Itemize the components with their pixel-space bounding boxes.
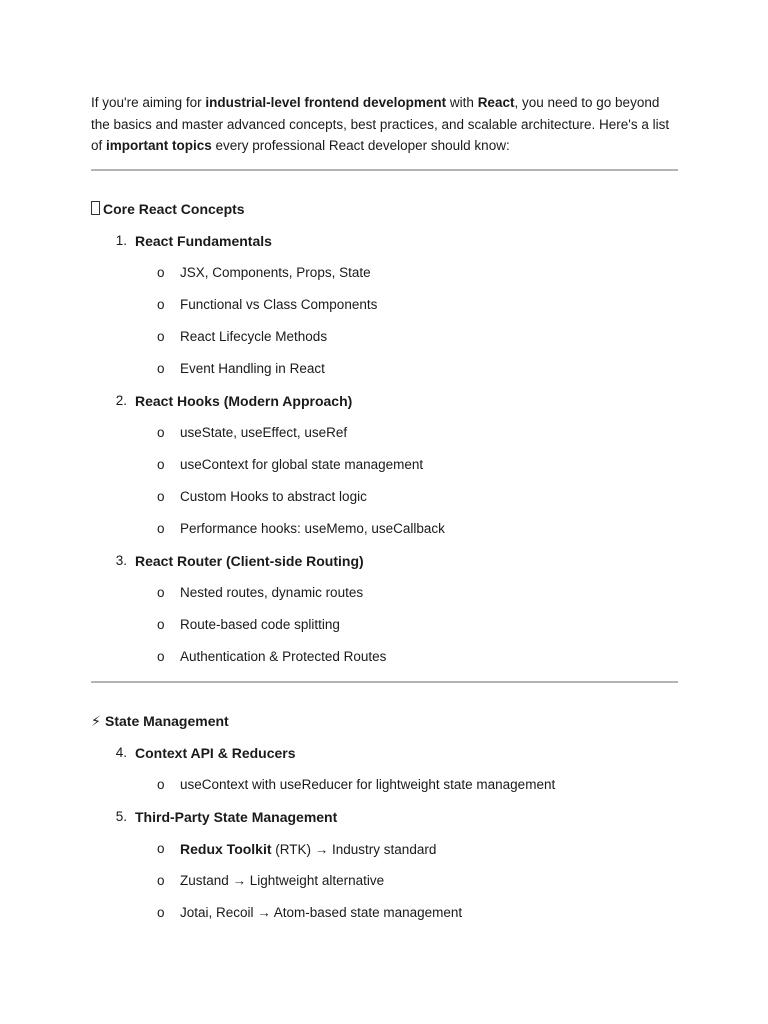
bullet-marker: o [157, 617, 165, 632]
sub-item-text: Jotai, Recoil → Atom-based state management [180, 905, 463, 920]
item-number: 3. [115, 553, 127, 568]
intro-text: , you need to go beyond the basics and master advanced concepts, best practices, and scalable architecture. Here's a list of [91, 95, 670, 153]
sub-list-item [0, 329, 768, 349]
list-item-react-hooks [0, 393, 768, 413]
sub-item-text [180, 841, 436, 857]
section-heading-core-react [91, 201, 245, 217]
bullet-marker: o [157, 361, 165, 376]
intro-emphasis: industrial-level frontend development [205, 95, 447, 110]
sub-item-text: Event Handling in React [180, 361, 325, 376]
bullet-marker: o [157, 905, 165, 920]
list-item-react-router [0, 553, 768, 573]
sub-list-item [0, 841, 768, 861]
bullet-marker: o [157, 873, 165, 888]
bullet-marker: o [157, 489, 165, 504]
sub-item-text: Nested routes, dynamic routes [180, 585, 364, 600]
sub-list-item [0, 361, 768, 381]
intro-emphasis: important topics [106, 138, 212, 153]
item-title: React Hooks (Modern Approach) [135, 393, 353, 409]
sub-item-text: Functional vs Class Components [180, 297, 378, 312]
item-title: React Fundamentals [135, 233, 272, 249]
sub-item-text: Authentication & Protected Routes [180, 649, 387, 664]
sub-list-item [0, 297, 768, 317]
list-item-react-fundamentals [0, 233, 768, 253]
item-number: 5. [115, 809, 127, 824]
section-title: State Management [105, 713, 229, 729]
item-title: Third-Party State Management [135, 809, 338, 825]
section-title: Core React Concepts [103, 201, 245, 217]
item-title: React Router (Client-side Routing) [135, 553, 364, 569]
sub-list-item [0, 489, 768, 509]
list-item-context-api [0, 745, 768, 765]
sub-item-rest: (RTK) → Industry standard [271, 842, 437, 857]
sub-list-item [0, 265, 768, 285]
item-title: Context API & Reducers [135, 745, 296, 761]
sub-item-text: Route-based code splitting [180, 617, 340, 632]
intro-text: every professional React developer should know: [211, 138, 510, 153]
bullet-marker: o [157, 329, 165, 344]
bullet-marker: o [157, 777, 165, 792]
bullet-marker: o [157, 297, 165, 312]
intro-paragraph [91, 92, 681, 157]
bullet-marker: o [157, 425, 165, 440]
sub-item-text: Performance hooks: useMemo, useCallback [180, 521, 445, 536]
bullet-marker: o [157, 649, 165, 664]
sub-item-emphasis: Redux Toolkit [180, 841, 272, 857]
sub-item-text: JSX, Components, Props, State [180, 265, 371, 280]
item-number: 4. [115, 745, 127, 760]
sub-item-text: useContext for global state management [180, 457, 424, 472]
bullet-marker: o [157, 457, 165, 472]
sub-list-item [0, 457, 768, 477]
sub-list-item [0, 873, 768, 893]
bullet-marker: o [157, 265, 165, 280]
list-item-third-party-state [0, 809, 768, 829]
sub-list-item [0, 425, 768, 445]
intro-text: with [446, 95, 478, 110]
lightning-icon: ⚡ [91, 713, 101, 729]
missing-glyph-icon [91, 201, 100, 215]
sub-item-text: useContext with useReducer for lightweight state management [180, 777, 556, 792]
sub-list-item [0, 617, 768, 637]
item-number: 2. [115, 393, 127, 408]
sub-item-text: Zustand → Lightweight alternative [180, 873, 385, 888]
intro-text: If you're aiming for [91, 95, 206, 110]
bullet-marker: o [157, 521, 165, 536]
sub-item-text: Custom Hooks to abstract logic [180, 489, 367, 504]
intro-emphasis: React [477, 95, 515, 110]
horizontal-divider [91, 681, 678, 683]
sub-item-text: React Lifecycle Methods [180, 329, 328, 344]
sub-list-item [0, 905, 768, 925]
item-number: 1. [115, 233, 127, 248]
bullet-marker: o [157, 841, 165, 856]
sub-item-text: useState, useEffect, useRef [180, 425, 348, 440]
bullet-marker: o [157, 585, 165, 600]
section-heading-state-management [91, 713, 229, 730]
sub-list-item [0, 777, 768, 797]
sub-list-item [0, 649, 768, 669]
horizontal-divider [91, 169, 678, 171]
sub-list-item [0, 585, 768, 605]
sub-list-item [0, 521, 768, 541]
